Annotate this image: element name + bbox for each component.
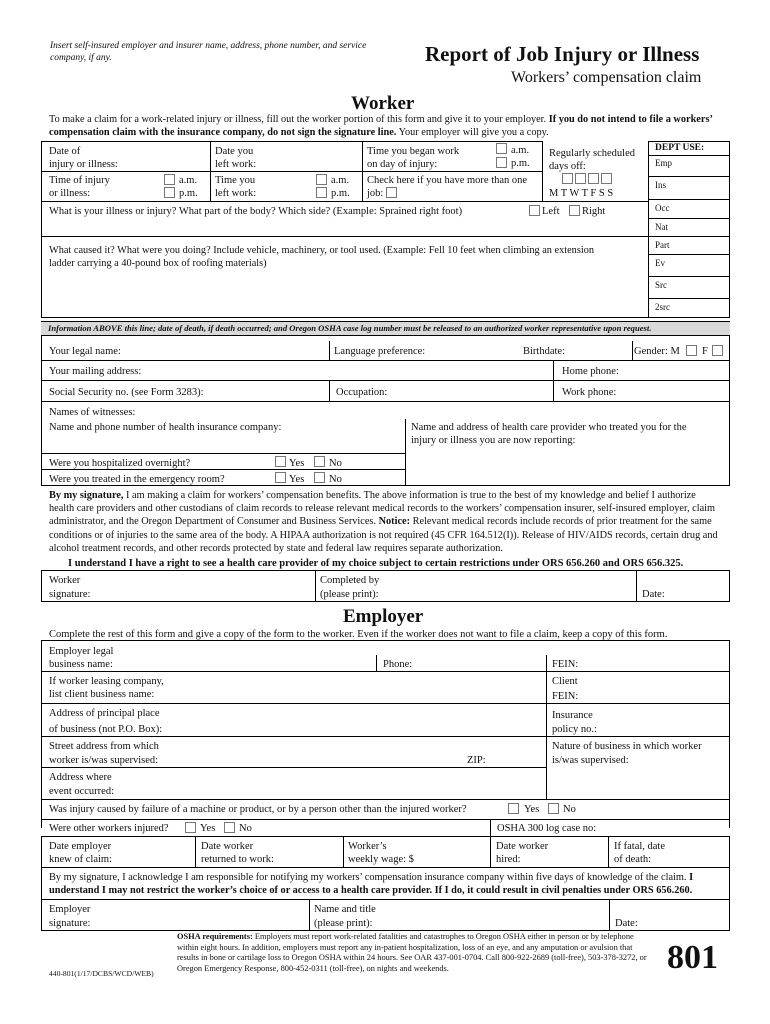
hired-label-2: hired: [496,854,521,865]
injury-am-checkbox[interactable] [164,174,175,185]
work-phone-label: Work phone: [562,387,617,398]
employer-phone-label: Phone: [383,659,413,670]
left-pm-checkbox[interactable] [316,187,327,198]
am-label: a.m. [331,175,350,186]
dept-part-label: Part [655,240,670,250]
knew-label: Date employer [49,841,112,852]
employer-name-field[interactable] [122,658,376,671]
legal-name-label: Your legal name: [49,346,121,357]
dept-nat-label: Nat [655,222,668,232]
health-insurance-label: Name and phone number of health insurance company: [49,422,282,433]
wage-label-2: weekly wage: $ [348,854,414,865]
gender-f-checkbox[interactable] [712,345,723,356]
employer-phone-field[interactable] [418,658,546,671]
completed-by-label: Completed by [320,575,380,586]
worker-intro: To make a claim for a work-related injury or illness, fill out the worker portion of this form and give it to your employer. If you do not intend to file a workers’ compensation claim with the insurance company, do not sign the signature line. Your employer will give you a copy. [49,114,713,139]
form-number: 801 [667,939,718,976]
insurance-label-2: policy no.: [552,724,597,735]
employer-fein-label: FEIN: [552,659,579,670]
completed-by-field[interactable] [385,588,634,601]
emergency-yes-checkbox[interactable] [275,472,286,483]
worker-date-label: Date: [642,589,665,600]
employer-acknowledgement: By my signature, I acknowledge I am responsible for notifying my workers’ compensation insurance company within five days of knowledge of the claim. I understand I may not restrict the worker’s choice of or access to a health care provider. If I do, it could result in civil penalties under ORS 656.260. [49,872,694,897]
worker-signature-field[interactable] [100,582,305,598]
illness-field[interactable] [49,219,643,232]
days-labels: M T W T F S S [549,188,614,199]
yes-label: Yes [524,804,540,815]
returned-label: Date worker [201,841,254,852]
emergency-label: Were you treated in the emergency room? [49,474,225,485]
machine-question: Was injury caused by failure of a machine or product, or by a person other than the injured worker? [49,804,467,815]
right-side-checkbox[interactable] [569,205,580,216]
injury-date-label: injury or illness: [49,159,118,170]
witnesses-field[interactable] [145,406,724,419]
client-fein-label: FEIN: [552,691,579,702]
other-no-checkbox[interactable] [224,822,235,833]
employer-heading: Employer [343,606,424,627]
left-am-checkbox[interactable] [316,174,327,185]
pm-label: p.m. [179,188,198,199]
fatal-label: If fatal, date [614,841,666,852]
occurred-label-2: event occurred: [49,786,115,797]
insert-note: Insert self-insured employer and insurer name, address, phone number, and service company, if any. [50,41,367,63]
occupation-label: Occupation: [336,387,388,398]
understand-statement: I understand I have a right to see a health care provider of my choice subject to certain restrictions under ORS 656.260 and ORS 656.325. [68,558,684,569]
no-label: No [563,804,576,815]
employer-sig-label-2: signature: [49,918,91,929]
left-label: Left [542,206,560,217]
left-side-checkbox[interactable] [529,205,540,216]
returned-label-2: returned to work: [201,854,274,865]
days-off-label: days off: [549,161,586,172]
form-subtitle: Workers’ compensation claim [511,69,702,86]
occurred-label: Address where [49,772,112,783]
yes-label: Yes [200,823,216,834]
provider-label: Name and address of health care provider who treated you for the [411,422,687,433]
other-injured-label: Were other workers injured? [49,823,169,834]
provider-label-2: injury or illness you are now reporting: [411,435,576,446]
employer-legal-label-2: business name: [49,659,113,670]
employer-signature-field[interactable] [100,911,300,927]
pm-label: p.m. [331,188,350,199]
leasing-label: If worker leasing company, [49,676,164,687]
day-checkbox[interactable] [575,173,586,184]
witnesses-label: Names of witnesses: [49,407,136,418]
mailing-address-label: Your mailing address: [49,366,142,377]
worker-heading: Worker [351,93,415,114]
zip-label: ZIP: [467,755,486,766]
caused-field[interactable] [49,272,643,316]
hired-label: Date worker [496,841,549,852]
am-label: a.m. [179,175,198,186]
am-label: a.m. [511,145,530,156]
home-phone-label: Home phone: [562,366,619,377]
began-am-checkbox[interactable] [496,143,507,154]
injury-pm-checkbox[interactable] [164,187,175,198]
more-jobs-checkbox[interactable] [386,187,397,198]
fatal-label-2: of death: [614,854,652,865]
worker-sig-label-2: signature: [49,589,91,600]
nature-label: Nature of business in which worker [552,741,702,752]
osha-log-label: OSHA 300 log case no: [497,823,597,834]
leasing-label-2: list client business name: [49,689,155,700]
more-jobs-label: Check here if you have more than one [367,175,528,186]
name-title-label: Name and title [314,904,376,915]
street-label-2: worker is/was supervised: [49,755,159,766]
time-you-label: Time you [215,175,256,186]
dept-use-heading: DEPT USE: [655,143,705,153]
day-checkbox[interactable] [562,173,573,184]
machine-yes-checkbox[interactable] [508,803,519,814]
time-injury-label: Time of injury [49,175,110,186]
principal-address-label-2: of business (not P.O. Box): [49,724,163,735]
no-label: No [239,823,252,834]
client-label: Client [552,676,578,687]
no-label: No [329,458,342,469]
yes-label: Yes [289,458,305,469]
mailing-address-field[interactable] [150,365,549,378]
yes-label: Yes [289,474,305,485]
name-title-field[interactable] [380,917,606,930]
employer-date-label: Date: [615,918,638,929]
wage-label: Worker’s [348,841,387,852]
birthdate-label: Birthdate: [523,346,565,357]
dept-2src-label: 2src [655,302,670,312]
principal-address-label: Address of principal place [49,708,160,719]
dept-occ-label: Occ [655,203,670,213]
machine-no-checkbox[interactable] [548,803,559,814]
began-pm-checkbox[interactable] [496,157,507,168]
dept-emp-label: Emp [655,158,672,168]
name-title-label-2: (please print): [314,918,373,929]
emergency-no-checkbox[interactable] [314,472,325,483]
completed-by-label-2: (please print): [320,589,379,600]
form-title: Report of Job Injury or Illness [425,42,700,66]
gender-m-checkbox[interactable] [686,345,697,356]
scheduled-label: Regularly scheduled [549,148,636,159]
legal-name-field[interactable] [130,345,324,358]
no-label: No [329,474,342,485]
day-checkbox[interactable] [588,173,599,184]
date-of-label: Date of [49,146,81,157]
day-checkbox[interactable] [601,173,612,184]
injury-date-field[interactable] [130,158,209,171]
date-left-work-field[interactable] [265,158,361,171]
other-yes-checkbox[interactable] [185,822,196,833]
hospitalized-label: Were you hospitalized overnight? [49,458,191,469]
employer-intro: Complete the rest of this form and give a copy of the form to the worker. Even if the worker does not want to file a claim, keep a copy of this form. [49,629,668,640]
illness-question: What is your illness or injury? What part of the body? Which side? (Example: Sprained right foot) [49,206,463,217]
employer-legal-label: Employer legal [49,646,114,657]
dept-ev-label: Ev [655,258,665,268]
left-work-label: left work: [215,159,257,170]
dept-ins-label: Ins [655,180,666,190]
time-began-label: Time you began work [367,146,460,157]
caused-question: What caused it? What were you doing? Include vehicle, machinery, or tool used. (Example: Fell 10 feet when climbing an extension ladder carrying a 40-pound box of roofing materials) [49,245,594,270]
insurance-label: Insurance [552,710,593,721]
on-day-label: on day of injury: [367,159,438,170]
left-work-label: left work: [215,188,257,199]
nature-label-2: is/was supervised: [552,755,629,766]
signature-paragraph: By my signature, I am making a claim for workers’ compensation benefits. The above information is true to the best of my knowledge and belief I authorize health care providers and other custodians of claim records to release relevant medical records to the workers’ compensation insurer, self-insured employer, claim administrator, and the Oregon Department of Consumer and Business Services. Notice: Relevant medical records include records of prior treatment for the same conditions or of injuries to the same area of the body. A HIPAA authorization is not required (45 CFR 164.512(I)). Release of HIV/AIDS records, certain drug and alcohol treatment records, and other records protected by state and federal law requires separate authorization. [49,490,718,554]
release-notice: Information ABOVE this line; date of death, if death occurred; and Oregon OSHA case log number must be released to an authorized worker representative upon request. [48,323,652,333]
ssn-label: Social Security no. (see Form 3283): [49,387,204,398]
job-label: job: [367,188,384,199]
hospitalized-yes-checkbox[interactable] [275,456,286,467]
worker-sig-label: Worker [49,575,81,586]
knew-label-2: knew of claim: [49,854,112,865]
osha-requirements: OSHA requirements: Employers must report work-related fatalities and catastrophes to Oregon OSHA either in person or by telephone within eight hours. In addition, employers must report any in-patient hospitalization, loss of an eye, and any amputation or avulsion that results in bone or cartilage loss to Oregon OSHA within 24 hours. See OAR 437-001-0704. Call 800-922-2689 (toll-free), 503-378-3272, or Oregon Emergency Response, 800-452-0311 (toll-free), on nights and weekends. [177,932,647,973]
employer-fein-field[interactable] [582,658,726,671]
right-label: Right [582,206,606,217]
gender-label: Gender: M [634,346,680,357]
gender-f-label: F [702,346,708,357]
employer-sig-label: Employer [49,904,91,915]
street-label: Street address from which [49,741,159,752]
date-left-label: Date you [215,146,254,157]
language-label: Language preference: [334,346,426,357]
hospitalized-no-checkbox[interactable] [314,456,325,467]
dept-src-label: Src [655,280,667,290]
or-illness-label: or illness: [49,188,91,199]
form-id: 440-801(1/17/DCBS/WCD/WEB) [49,969,154,978]
pm-label: p.m. [511,158,530,169]
